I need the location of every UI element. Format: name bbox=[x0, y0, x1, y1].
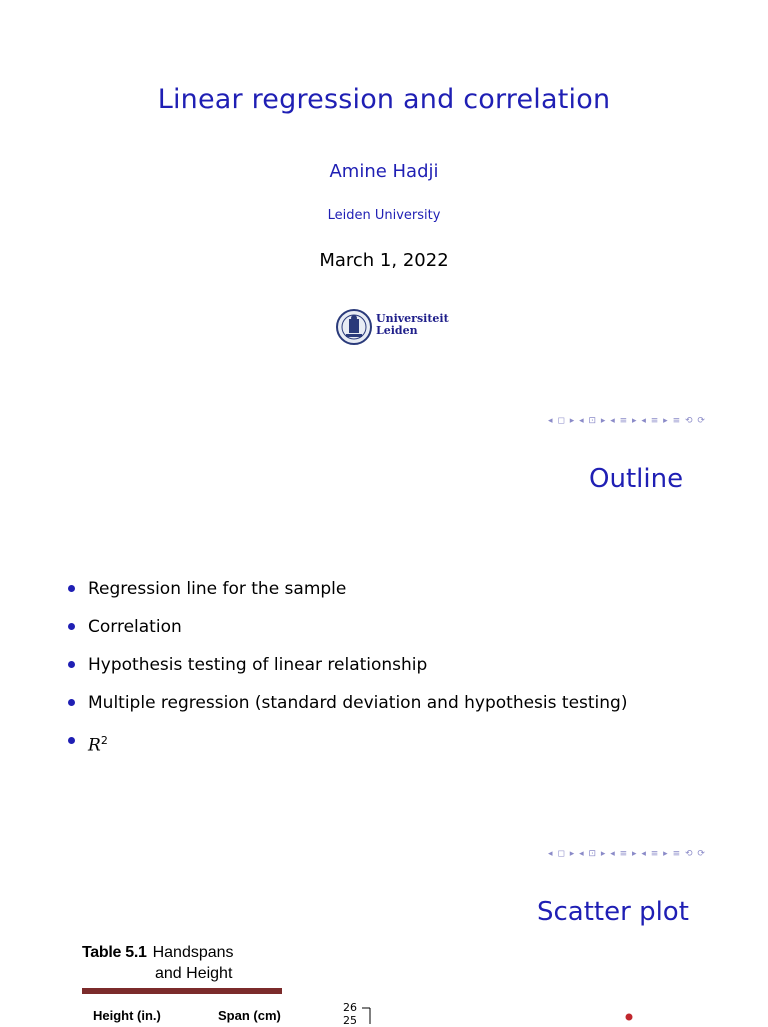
scatter-point bbox=[624, 1012, 634, 1022]
list-item bbox=[68, 576, 627, 614]
bullet-icon bbox=[68, 623, 75, 630]
list-item-text: Hypothesis testing of linear relationship bbox=[88, 655, 428, 675]
list-item-text: Correlation bbox=[88, 617, 182, 637]
institute-name: Leiden University bbox=[327, 208, 441, 223]
column-header-span: Span (cm) bbox=[218, 1008, 281, 1023]
university-seal-icon bbox=[336, 305, 372, 349]
column-header-height: Height (in.) bbox=[93, 1008, 161, 1023]
beamer-navigation-bar[interactable] bbox=[548, 849, 706, 859]
table-caption-line1: Handspans bbox=[152, 944, 234, 961]
beamer-navigation-bar[interactable] bbox=[548, 416, 706, 426]
author-name: Amine Hadji bbox=[329, 161, 439, 182]
list-item-text: Regression line for the sample bbox=[88, 579, 347, 599]
presentation-title: Linear regression and correlation bbox=[157, 84, 611, 115]
list-item bbox=[68, 728, 627, 766]
frame-title-scatter-plot: Scatter plot bbox=[537, 897, 689, 927]
superscript: 2 bbox=[100, 734, 108, 747]
axis-tick-label: 26 bbox=[343, 1001, 357, 1014]
list-item bbox=[68, 652, 627, 690]
navigation-symbols[interactable]: ◂ ◻ ▸ ◂ ⊡ ▸ ◂ ≡ ▸ ◂ ≡ ▸ ≡ ⟲ ⟳ bbox=[548, 849, 706, 859]
bullet-icon bbox=[68, 699, 75, 706]
bullet-icon bbox=[68, 737, 75, 744]
presentation-date: March 1, 2022 bbox=[319, 250, 449, 271]
list-item-text: R bbox=[88, 735, 101, 756]
logo-text-line2: Leiden bbox=[376, 324, 418, 337]
university-logo bbox=[336, 305, 449, 353]
outline-list bbox=[68, 576, 627, 766]
y-axis-line bbox=[360, 1006, 374, 1024]
table-caption bbox=[82, 944, 234, 982]
bullet-icon bbox=[68, 661, 75, 668]
axis-tick-label: 25 bbox=[343, 1014, 357, 1027]
table-number: Table 5.1 bbox=[82, 944, 147, 961]
navigation-symbols[interactable]: ◂ ◻ ▸ ◂ ⊡ ▸ ◂ ≡ ▸ ◂ ≡ ▸ ≡ ⟲ ⟳ bbox=[548, 416, 706, 426]
table-rule bbox=[82, 988, 282, 994]
list-item-text: Multiple regression (standard deviation and hypothesis testing) bbox=[88, 693, 628, 713]
list-item bbox=[68, 614, 627, 652]
frame-title-outline: Outline bbox=[589, 464, 684, 494]
table-caption-line2: and Height bbox=[155, 965, 233, 982]
bullet-icon bbox=[68, 585, 75, 592]
logo-text-line1: Universiteit bbox=[376, 312, 449, 325]
list-item bbox=[68, 690, 627, 728]
